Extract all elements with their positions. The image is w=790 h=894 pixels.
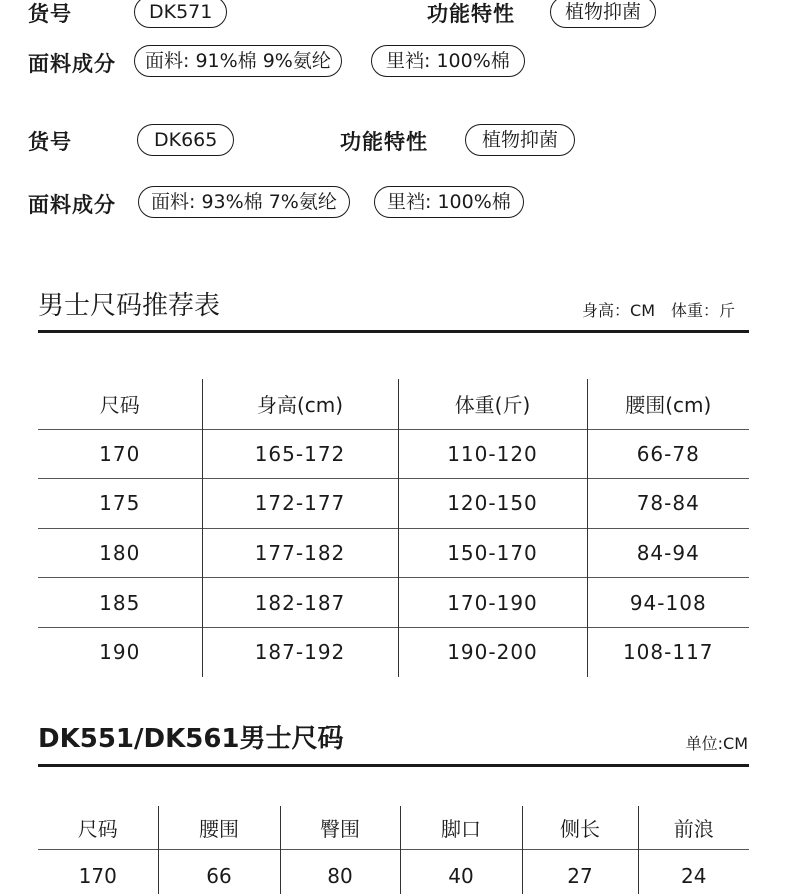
table-cell: 24: [638, 849, 749, 894]
table-cell: 180: [99, 540, 141, 565]
table-cell: 182-187: [202, 578, 398, 628]
column-header: 前浪: [638, 806, 749, 849]
table-cell: 27: [522, 849, 638, 894]
product-code-value: DK665: [137, 124, 234, 156]
column-header: 尺码: [77, 816, 118, 841]
table-cell: 108-117: [587, 627, 749, 677]
table-header-row: [38, 806, 749, 849]
table-cell: 185: [99, 590, 141, 615]
size-chart-rule: [38, 330, 749, 333]
lining-value: 里裆: 100%棉: [374, 186, 524, 218]
fabric-label: 面料成分: [28, 193, 116, 217]
table-row: [38, 479, 749, 529]
table-row: [38, 429, 749, 479]
lining-value: 里裆: 100%棉: [371, 45, 525, 77]
dk-chart-units: 单位:CM: [685, 734, 748, 753]
table-cell: 66-78: [587, 429, 749, 479]
product-code-value: DK571: [134, 0, 227, 28]
table-row: [38, 627, 749, 677]
table-cell: 190-200: [398, 627, 587, 677]
size-chart-units: 身高：CM 体重：斤: [582, 301, 735, 320]
table-cell: 175: [99, 491, 141, 516]
column-header: 侧长: [522, 806, 638, 849]
table-cell: 150-170: [398, 528, 587, 578]
feature-label: 功能特性: [340, 130, 428, 154]
table-cell: 172-177: [202, 479, 398, 529]
feature-value: 植物抑菌: [465, 124, 575, 156]
column-header: 脚口: [400, 806, 522, 849]
table-cell: 120-150: [398, 479, 587, 529]
table-cell: 170: [78, 863, 117, 888]
size-chart-title: 男士尺码推荐表: [38, 291, 221, 321]
fabric-value: 面料: 91%棉 9%氨纶: [134, 45, 342, 77]
table-cell: 66: [158, 849, 280, 894]
table-row: [38, 578, 749, 628]
fabric-label: 面料成分: [28, 52, 116, 76]
product-code-label: 货号: [28, 130, 72, 154]
column-header: 体重(斤): [398, 379, 587, 429]
table-cell: 94-108: [587, 578, 749, 628]
dk-size-table: [38, 806, 749, 894]
table-cell: 84-94: [587, 528, 749, 578]
table-cell: 110-120: [398, 429, 587, 479]
table-row: [38, 528, 749, 578]
table-cell: 177-182: [202, 528, 398, 578]
table-cell: 190: [99, 640, 141, 665]
column-header: 臀围: [280, 806, 400, 849]
table-cell: 80: [280, 849, 400, 894]
table-cell: 165-172: [202, 429, 398, 479]
size-recommendation-table: [38, 379, 749, 677]
column-header: 腰围(cm): [587, 379, 749, 429]
fabric-value: 面料: 93%棉 7%氨纶: [138, 186, 350, 218]
table-cell: 170: [99, 441, 141, 466]
feature-value: 植物抑菌: [550, 0, 656, 28]
column-header: 腰围: [158, 806, 280, 849]
table-cell: 187-192: [202, 627, 398, 677]
table-cell: 78-84: [587, 479, 749, 529]
product-code-label: 货号: [28, 2, 72, 26]
table-header-row: [38, 379, 749, 429]
dk-chart-title: DK551/DK561男士尺码: [38, 724, 344, 754]
column-header: 身高(cm): [202, 379, 398, 429]
table-cell: 170-190: [398, 578, 587, 628]
feature-label: 功能特性: [427, 2, 515, 26]
table-cell: 40: [400, 849, 522, 894]
dk-chart-rule: [38, 764, 749, 767]
column-header: 尺码: [99, 393, 140, 418]
